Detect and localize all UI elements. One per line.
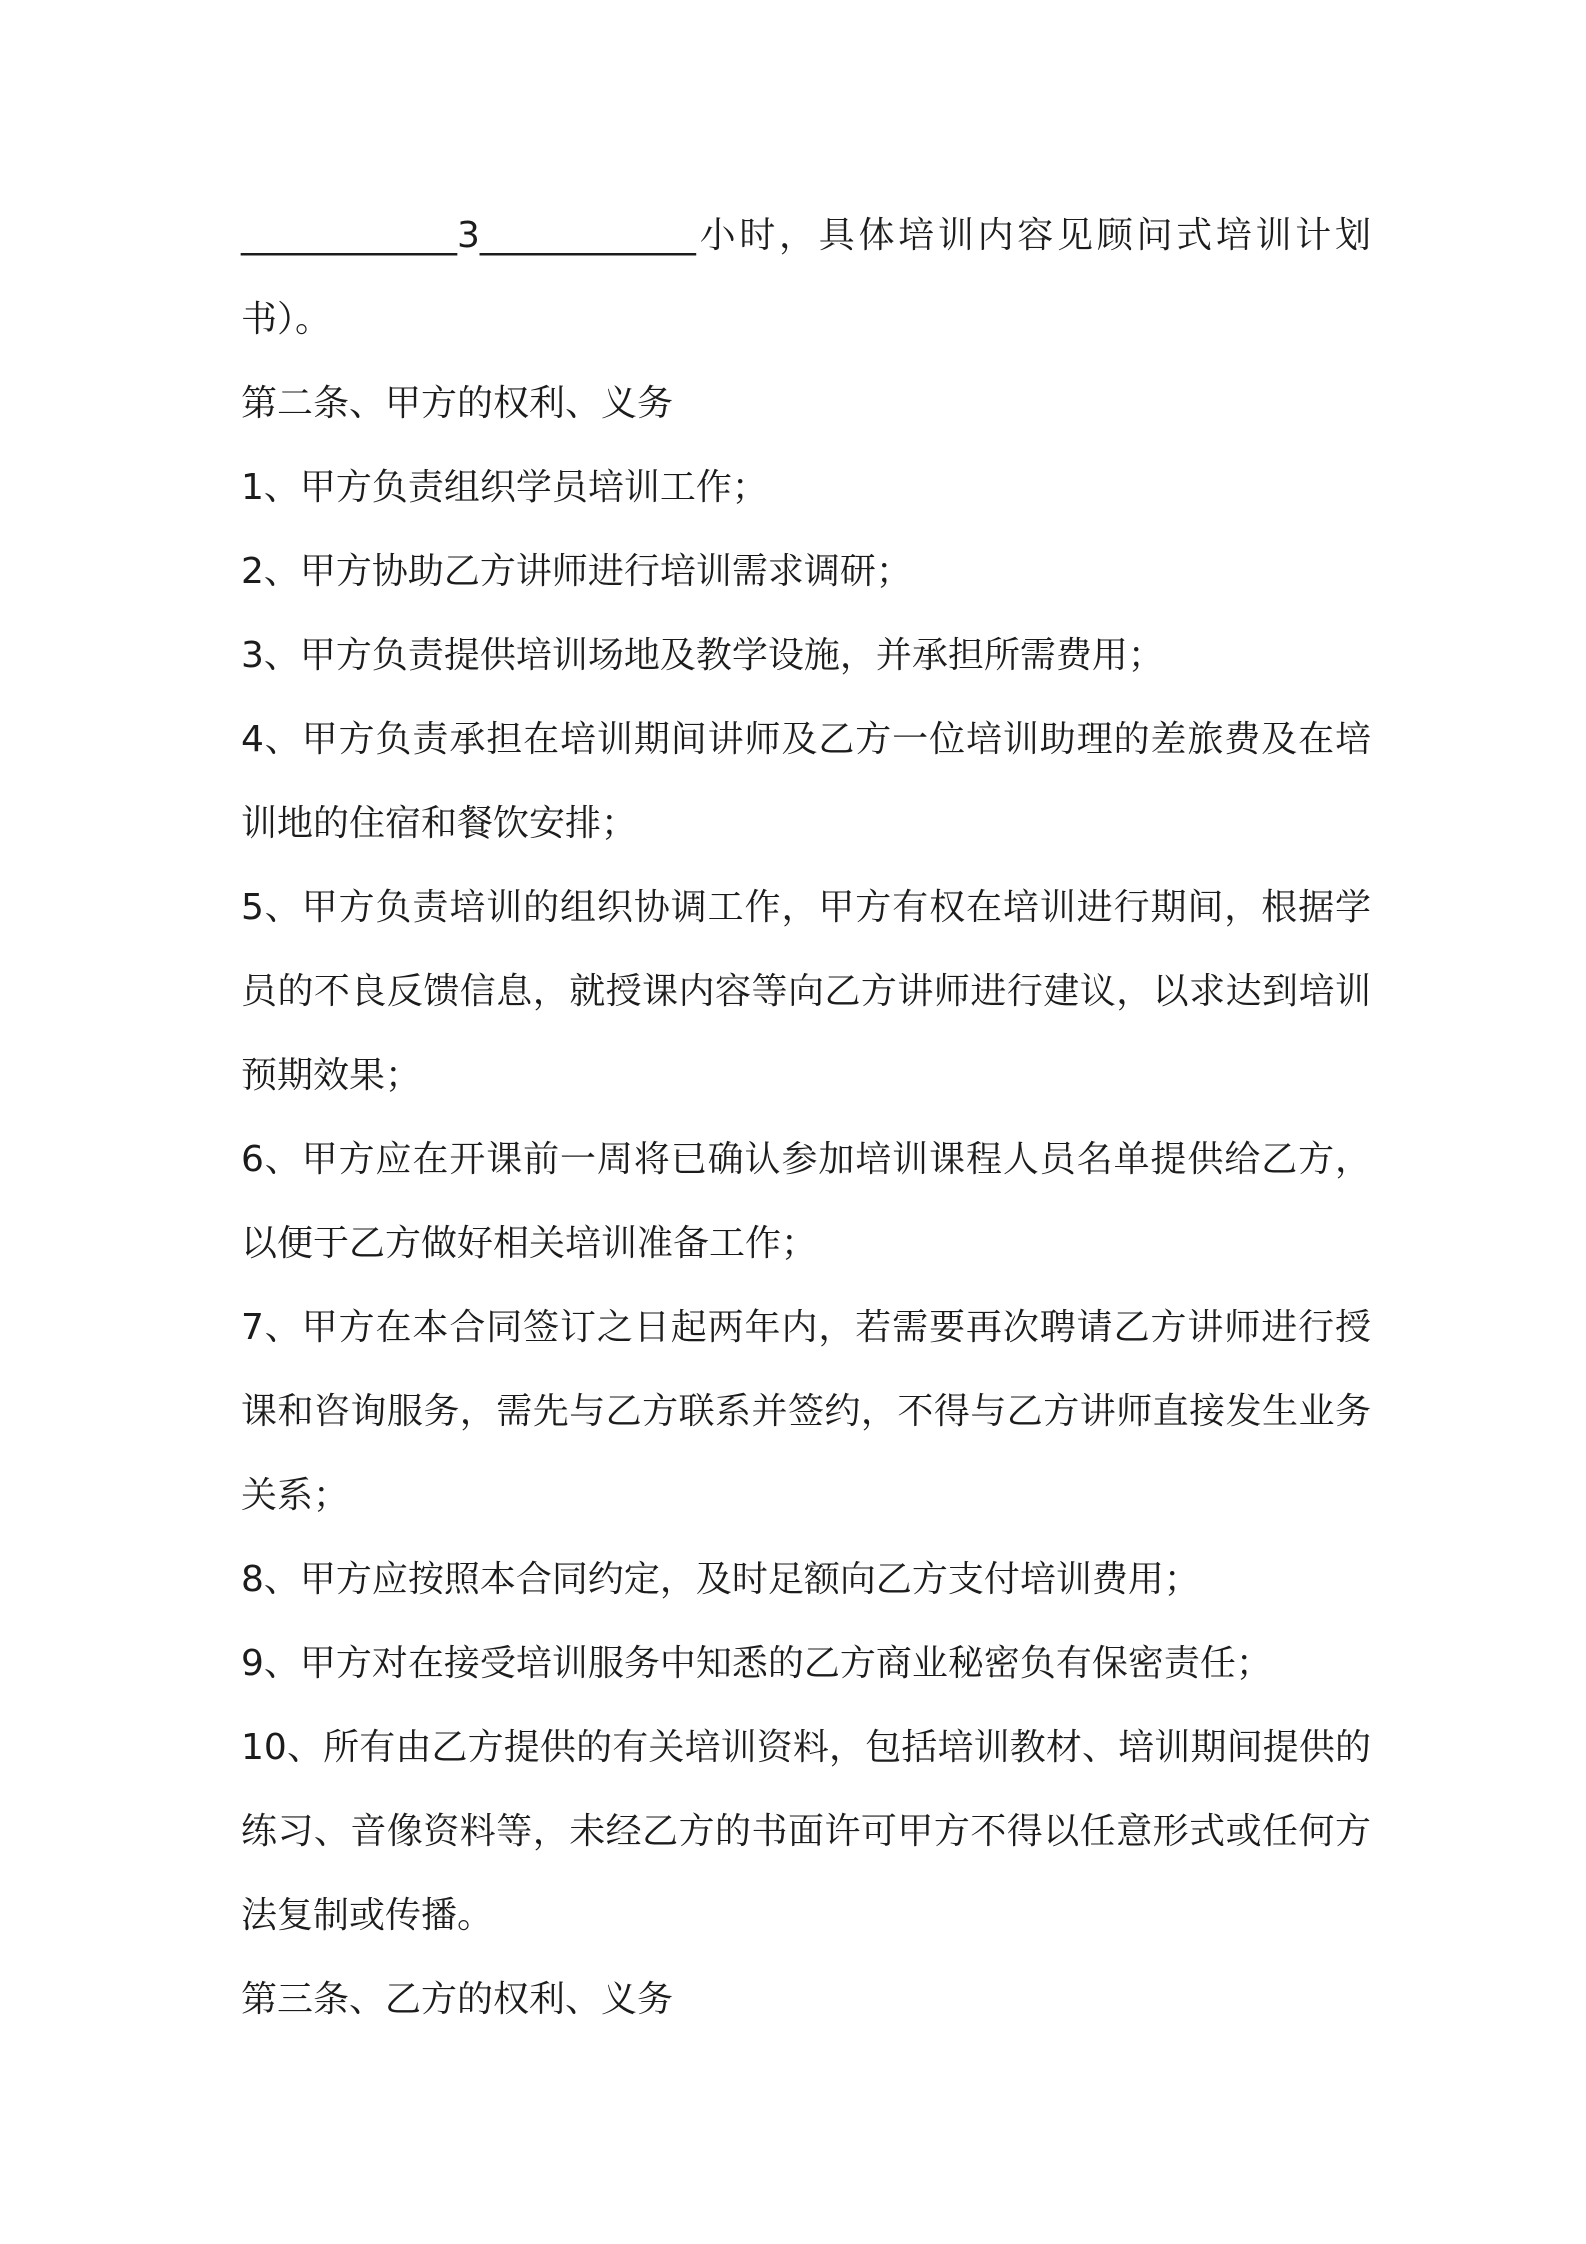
list-item-10: 10、所有由乙方提供的有关培训资料，包括培训教材、培训期间提供的练习、音像资料等，未经乙方的书面许可甲方不得以任意形式或任何方法复制或传播。 [241, 1727, 1371, 1936]
list-item-4: 4、甲方负责承担在培训期间讲师及乙方一位培训助理的差旅费及在培训地的住宿和餐饮安排； [241, 719, 1371, 844]
list-item-7: 7、甲方在本合同签订之日起两年内，若需要再次聘请乙方讲师进行授课和咨询服务，需先与乙方联系并签约，不得与乙方讲师直接发生业务关系； [241, 1307, 1371, 1516]
list-item-8: 8、甲方应按照本合同约定，及时足额向乙方支付培训费用； [241, 1559, 1200, 1600]
list-item-3: 3、甲方负责提供培训场地及教学设施，并承担所需费用； [241, 635, 1164, 676]
list-item-1: 1、甲方负责组织学员培训工作； [241, 467, 768, 508]
list-item-9: 9、甲方对在接受培训服务中知悉的乙方商业秘密负有保密责任； [241, 1643, 1272, 1684]
heading-article-two: 第二条、甲方的权利、义务 [241, 383, 674, 424]
list-item-2: 2、甲方协助乙方讲师进行培训需求调研； [241, 551, 912, 592]
list-item-6: 6、甲方应在开课前一周将已确认参加培训课程人员名单提供给乙方，以便于乙方做好相关培训准备工作； [241, 1139, 1371, 1264]
document-body [241, 194, 1371, 2042]
list-item-5: 5、甲方负责培训的组织协调工作，甲方有权在培训进行期间，根据学员的不良反馈信息，就授课内容等向乙方讲师进行建议，以求达到培训预期效果； [241, 887, 1371, 1096]
paragraph-training-hours: ____________3____________小时，具体培训内容见顾问式培训计划书）。 [241, 215, 1371, 340]
heading-article-three: 第三条、乙方的权利、义务 [241, 1979, 674, 2020]
